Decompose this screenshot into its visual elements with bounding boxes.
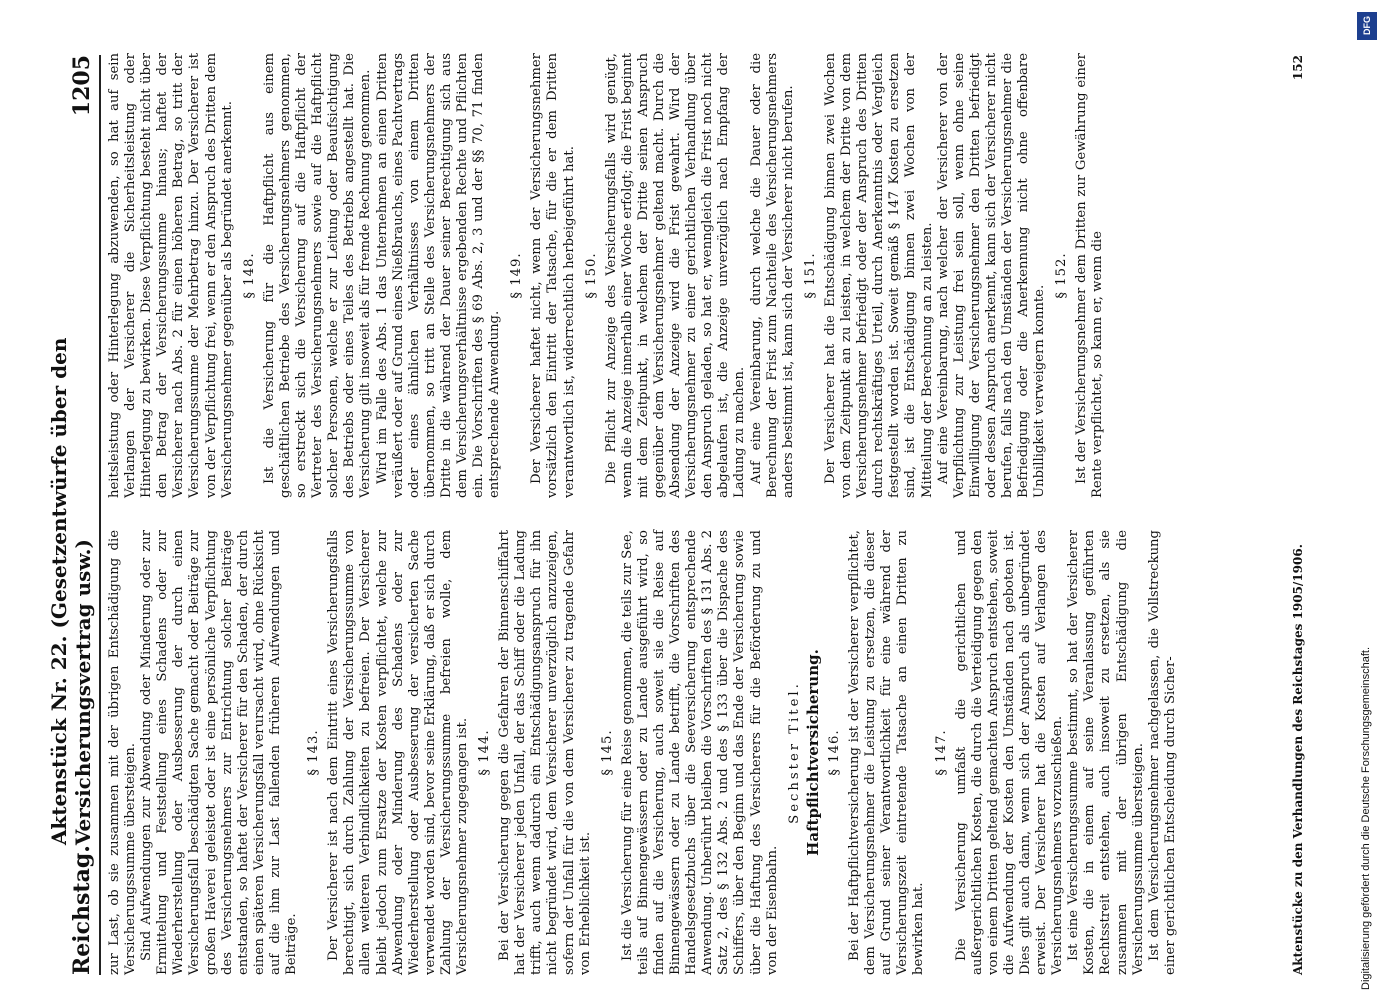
section-number: § 144.	[477, 729, 493, 776]
section-number: § 152.	[1054, 252, 1070, 299]
page-footer	[1291, 55, 1311, 975]
page-header	[47, 55, 95, 975]
paragraph: Der Versicherer ist nach dem Eintritt eines Versicherungsfalls berechtigt, sich durch Zahlung der Versicherungssumme von allen weiteren Verbindlichkeiten zu befreien. Der Versicherer bleibt jedoch zum Ersatze der Kosten verpflichtet, welche zur Abwendung oder Minderung des Schadens oder zur Wiederherstellung oder Ausbesserung der versicherten Sache verwendet worden sind, bevor seine Erklärung, daß er sich durch Zahlung der Versicherungssumme befreien wolle, dem Versicherungsnehmer zugegangen ist.	[326, 530, 470, 975]
digitization-sidebar	[1355, 10, 1381, 990]
paragraph: Ist der Versicherungsnehmer dem Dritten zur Gewährung einer Rente verpflichtet, so kann er, wenn die	[1074, 53, 1106, 498]
section-number: § 143.	[306, 729, 322, 776]
footer-source: Aktenstücke zu den Verhandlungen des Reichstages 1905/1906.	[1291, 544, 1305, 975]
left-column	[107, 530, 1179, 975]
footer-page-number: 152	[1291, 55, 1305, 81]
paragraph: Der Versicherer hat die Entschädigung binnen zwei Wochen von dem Zeitpunkt an zu leisten, in welchem der Dritte von dem Versicherungsnehmer befriedigt oder der Anspruch des Dritten durch rechtskräftiges Urteil, durch Anerkenntnis oder Vergleich festgestellt worden ist. Soweit gemäß § 147 Kosten zu ersetzen sind, ist die Entschädigung binnen zwei Wochen von der Mitteilung der Berechnung an zu leisten.	[822, 53, 935, 498]
paragraph: Die Versicherung umfaßt die gerichtlichen und außergerichtlichen Kosten, die durch die Verteidigung gegen den von einem Dritten geltend gemachten Anspruch entstehen, soweit die Aufwendung der Kosten den Umständen nach geboten ist. Dies gilt auch dann, wenn sich der Anspruch als unbegründet erweist. Der Versicherer hat die Kosten auf Verlangen des Versicherungsnehmers vorzuschießen.	[953, 530, 1066, 975]
page-number: 1205	[69, 55, 95, 117]
section-number: § 150.	[583, 252, 599, 299]
paragraph: heitsleistung oder Hinterlegung abzuwenden, so hat auf sein Verlangen der Versicherer die Sicherheitsleistung oder Hinterlegung zu bewirken. Diese Verpflichtung besteht nicht über den Betrag der Versicherungssumme hinaus; haftet der Versicherer nach Abs. 2 für einen höheren Betrag, so tritt der Versicherungssumme der Mehrbetrag hinzu. Der Versicherer ist von der Verpflichtung frei, wenn er den Anspruch des Dritten dem Versicherungsnehmer gegenüber als begründet anerkennt.	[107, 53, 235, 498]
subtitle-heading: Haftpflichtversicherung.	[803, 649, 822, 856]
paragraph: Sind Aufwendungen zur Abwendung oder Minderung oder zur Ermittelung und Feststellung eines Schadens oder zur Wiederherstellung oder Ausbesserung der durch einen Versicherungsfall beschädigten Sache gemacht oder Beiträge zur großen Haverei geleistet oder ist eine persönliche Verpflichtung des Versicherungsnehmers zur Entrichtung solcher Beiträge entstanden, so haftet der Versicherer für den Schaden, der durch einen späteren Versicherungsfall verursacht wird, ohne Rücksicht auf die ihm zur Last fallenden früheren Aufwendungen und Beiträge.	[139, 530, 300, 975]
header-title: Aktenstück Nr. 22. (Gesetzentwürfe über den Versicherungsvertrag usw.)	[47, 337, 95, 846]
paragraph: zur Last, ob sie zusammen mit der übrigen Entschädigung die Versicherungssumme übersteigen.	[107, 530, 139, 975]
section-number: § 148.	[241, 252, 257, 299]
paragraph: Bei der Versicherung gegen die Gefahren der Binnenschiffahrt hat der Versicherer jeden Unfall, der das Schiff oder die Ladung trifft, auch wenn dadurch ein Entschädigungsanspruch für ihn nicht begründet wird, dem Versicherer unverzüglich anzuzeigen, sofern der Unfall für die von dem Versicherer zu tragende Gefahr von Erheblichkeit ist.	[497, 530, 593, 975]
section-number: § 146.	[826, 729, 842, 776]
paragraph: Die Pflicht zur Anzeige des Versicherungsfalls wird genügt, wenn die Anzeige innerhalb einer Woche erfolgt; die Frist beginnt mit dem Zeitpunkt, in welchem der Dritte seinen Anspruch gegenüber dem Versicherungsnehmer geltend macht. Durch die Absendung der Anzeige wird die Frist gewahrt. Wird der Versicherungsnehmer zu einer gerichtlichen Verhandlung über den Anspruch geladen, so hat er, wenngleich die Frist noch nicht abgelaufen ist, die Anzeige unverzüglich nach Empfang der Ladung zu machen.	[603, 53, 748, 498]
right-column	[107, 53, 1107, 498]
header-rule	[99, 55, 101, 975]
paragraph: Ist die Versicherung für eine Reise genommen, die teils zur See, teils auf Binnengewässern oder zu Lande ausgeführt wird, so finden auf die Versicherung, auch soweit sie die Reise auf Binnengewässern oder zu Lande betrifft, die Vorschriften des Handelsgesetzbuchs über die Seeversicherung entsprechende Anwendung. Unberührt bleiben die Vorschriften des § 131 Abs. 2 Satz 2, des § 132 Abs. 2 und des § 133 über die Dispache des Schiffers, über den Beginn und das Ende der Versicherung sowie über die Haftung des Versicherers für die Beförderung zu und von der Eisenbahn.	[619, 530, 780, 975]
paragraph: Auf eine Vereinbarung, durch welche die Dauer oder die Berechnung der Frist zum Nachteile des Versicherungsnehmers anders bestimmt ist, kann sich der Versicherer nicht berufen.	[748, 53, 796, 498]
section-number: § 147.	[933, 729, 949, 776]
digitization-note: Digitalisierung gefördert durch die Deutsche Forschungsgemeinschaft.	[1360, 646, 1372, 990]
paragraph: Auf eine Vereinbarung, nach welcher der Versicherer von der Verpflichtung zur Leistung frei sein soll, wenn ohne seine Einwilligung der Versicherungsnehmer den Dritten befriedigt oder dessen Anspruch anerkennt, kann sich der Versicherer nicht berufen, falls nach den Umständen der Versicherungsnehmer die Befriedigung oder die Anerkennung nicht ohne offenbare Unbilligkeit verweigern konnte.	[935, 53, 1048, 498]
dfg-logo-icon: DFG	[1357, 12, 1377, 40]
document-page	[47, 45, 1315, 985]
section-number: § 145.	[599, 729, 615, 776]
section-number: § 151.	[802, 252, 818, 299]
paragraph: Ist eine Versicherungssumme bestimmt, so hat der Versicherer Kosten, die in einem auf seine Veranlassung geführten Rechtsstreit entstehen, auch insoweit zu ersetzen, als sie zusammen mit der übrigen Entschädigung die Versicherungssumme übersteigen.	[1066, 530, 1146, 975]
paragraph: Wird im Falle des Abs. 1 das Unternehmen an einen Dritten veräußert oder auf Grund eines Nießbrauchs, eines Pachtvertrags oder eines ähnlichen Verhältnisses von einem Dritten übernommen, so tritt an Stelle des Versicherungsnehmers der Dritte in die während der Dauer seiner Berechtigung sich aus dem Versicherungsverhältnisse ergebenden Rechte und Pflichten ein. Die Vorschriften des § 69 Abs. 2, 3 und der §§ 70, 71 finden entsprechende Anwendung.	[374, 53, 503, 498]
section-number: § 149.	[509, 252, 525, 299]
header-left: Reichstag.	[69, 845, 95, 975]
paragraph: Bei der Haftpflichtversicherung ist der Versicherer verpflichtet, dem Versicherungsnehmer die Leistung zu ersetzen, die dieser auf Grund seiner Verantwortlichkeit für eine während der Versicherungszeit eintretende Tatsache an einen Dritten zu bewirken hat.	[847, 530, 927, 975]
paragraph: Der Versicherer haftet nicht, wenn der Versicherungsnehmer vorsätzlich den Eintritt der Tatsache, für die er dem Dritten verantwortlich ist, widerrechtlich herbeigeführt hat.	[529, 53, 577, 498]
paragraph: Ist die Versicherung für die Haftpflicht aus einem geschäftlichen Betriebe des Versicherungsnehmers genommen, so erstreckt sich die Versicherung auf die Haftpflicht der Vertreter des Versicherungsnehmers sowie auf die Haftpflicht solcher Personen, welche er zur Leitung oder Beaufsichtigung des Betriebs oder eines Teiles des Betriebs angestellt hat. Die Versicherung gilt insoweit als für fremde Rechnung genommen.	[261, 53, 374, 498]
paragraph: Ist dem Versicherungsnehmer nachgelassen, die Vollstreckung einer gerichtlichen Entscheidung durch Sicher-	[1146, 530, 1178, 975]
title-heading: Sechster Titel.	[786, 681, 802, 824]
